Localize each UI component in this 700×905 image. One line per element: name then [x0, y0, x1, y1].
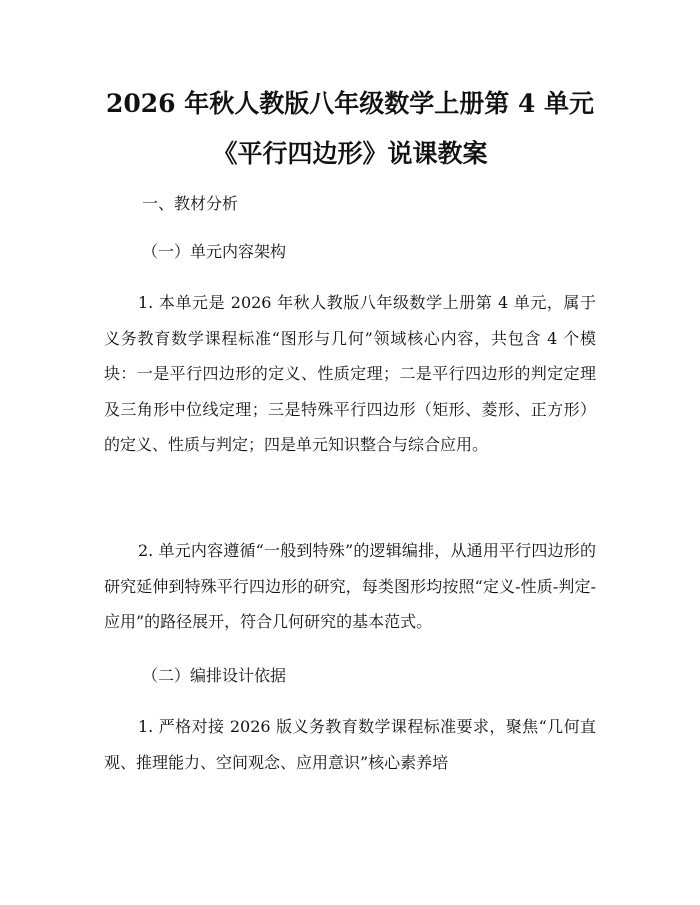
document-title-line-2: 《平行四边形》说课教案 [212, 139, 488, 168]
paragraph-unit-overview: 1. 本单元是 2026 年秋人教版八年级数学上册第 4 单元，属于义务教育数学课程标准“图形与几何”领域核心内容，共包含 4 个模块：一是平行四边形的定义、性质定理；二是平行四边形的判定定理及三角形中位线定理；三是特殊平行四边形（矩形、菱形、正方形）的定义、性质与判定；四是单元知识整合与综合应用。 [104, 293, 596, 454]
subsection-heading-unit-structure: （一）单元内容架构 [142, 242, 287, 261]
section-heading-textbook-analysis: 一、教材分析 [142, 194, 239, 213]
paragraph-curriculum-standards: 1. 严格对接 2026 版义务教育数学课程标准要求，聚焦“几何直观、推理能力、空间观念、应用意识”核心素养培 [104, 717, 596, 772]
paragraph-unit-logic: 2. 单元内容遵循“一般到特殊”的逻辑编排，从通用平行四边形的研究延伸到特殊平行四边形的研究，每类图形均按照“定义-性质-判定-应用”的路径展开，符合几何研究的基本范式。 [104, 541, 596, 631]
document-title-line-1: 2026 年秋人教版八年级数学上册第 4 单元 [105, 89, 595, 118]
subsection-heading-design-basis: （二）编排设计依据 [142, 666, 287, 685]
